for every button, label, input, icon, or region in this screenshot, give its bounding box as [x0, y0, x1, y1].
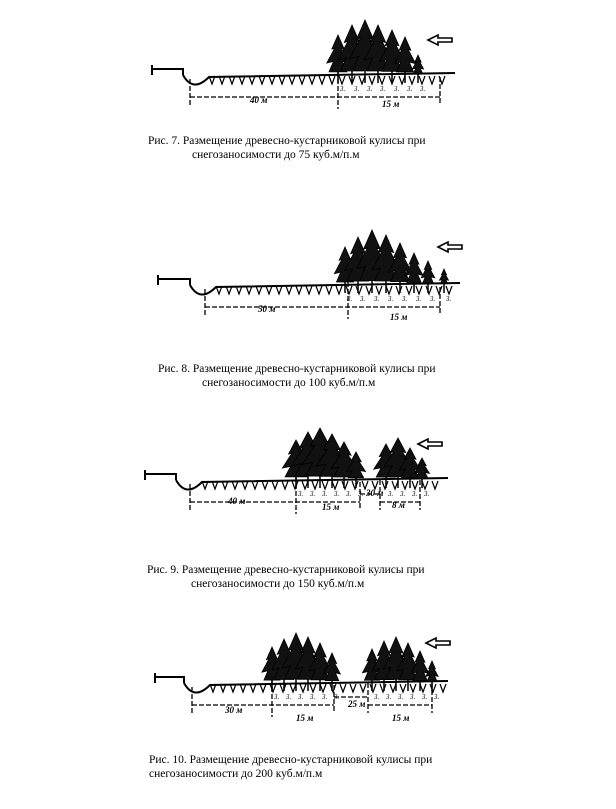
- tree-spacing-mark: 3.: [410, 693, 416, 701]
- figure-7: [0, 0, 616, 200]
- figure-8-scene: [158, 230, 462, 319]
- tree-spacing-mark: 3.: [430, 295, 436, 303]
- tree-spacing-mark: 3.: [340, 85, 346, 93]
- dim-gap-label: 30 м: [366, 488, 384, 498]
- figure-7-drawing: [0, 0, 616, 200]
- road-embankment: [158, 275, 190, 285]
- dim-right-label: 15 м: [392, 713, 410, 723]
- tree-spacing-mark: 3.: [354, 85, 360, 93]
- tree-spacing-mark: 3.: [386, 693, 392, 701]
- tree-spacing-mark: 3.: [380, 85, 386, 93]
- tree-spacing-mark: 3.: [346, 490, 352, 498]
- figure-7-scene: [152, 20, 455, 109]
- caption-line-2: снегозаносимости до 150 куб.м/п.м: [191, 578, 365, 590]
- wind-arrow-icon: [428, 35, 452, 45]
- ground-hatching: [210, 684, 446, 692]
- tree-spacing-mark: 3.: [322, 490, 328, 498]
- wind-arrow-icon: [438, 242, 462, 252]
- dim-left-label: 30 м: [225, 705, 243, 715]
- tree-icon: [421, 261, 434, 293]
- tree-spacing-mark: 3.: [388, 490, 394, 498]
- ground-hatching: [216, 286, 452, 294]
- ground-hatching: [209, 76, 445, 84]
- dim-mid-label: 15 м: [322, 502, 340, 512]
- caption-line-1: Рис. 8. Размещение древесно-кустарниковой кулисы при: [158, 363, 436, 375]
- tree-spacing-mark: 3.: [322, 693, 328, 701]
- tree-spacing-mark: 3.: [416, 295, 422, 303]
- tree-spacing-mark: 3.: [360, 295, 366, 303]
- tree-spacing-mark: 3.: [402, 295, 408, 303]
- figure-10-scene: [155, 633, 450, 717]
- caption-line-1: Рис. 7. Размещение древесно-кустарниковой кулисы при: [148, 135, 426, 147]
- tree-spacing-mark: 3.: [374, 693, 380, 701]
- caption-line-2: снегозаносимости до 100 куб.м/п.м: [202, 377, 376, 389]
- caption-line-2: снегозаносимости до 200 куб.м/п.м: [149, 768, 323, 780]
- tree-icon: [426, 661, 438, 691]
- tree-spacing-mark: 3.: [434, 693, 440, 701]
- figure-10: [0, 615, 616, 809]
- figure-7-caption: [148, 134, 426, 162]
- tree-spacing-mark: 3.: [374, 295, 380, 303]
- tree-spacing-mark: 3.: [398, 693, 404, 701]
- tree-spacing-mark: 3.: [274, 693, 280, 701]
- tree-spacing-mark: 3.: [420, 85, 426, 93]
- dim-right-label: 8 м: [392, 500, 405, 510]
- figure-8-caption: [158, 362, 436, 390]
- dim-left-label: 40 м: [228, 496, 246, 506]
- wind-arrow-icon: [418, 439, 442, 449]
- tree-spacing-mark: 3.: [407, 85, 413, 93]
- dim-left-label: 50 м: [258, 304, 276, 314]
- tree-spacing-mark: 3.: [388, 295, 394, 303]
- tree-spacing-mark: 3.: [412, 490, 418, 498]
- dim-left-label: 40 м: [250, 95, 268, 105]
- tree-spacing-mark: 3.: [400, 490, 406, 498]
- road-embankment: [155, 673, 184, 683]
- caption-line-1: Рис. 10. Размещение древесно-кустарниковой кулисы при: [149, 754, 433, 766]
- tree-spacing-mark: 3.: [367, 85, 373, 93]
- dim-right-label: 15 м: [390, 312, 408, 322]
- tree-spacing-mark: 3.: [298, 693, 304, 701]
- figure-9: [0, 410, 616, 590]
- tree-icon: [405, 253, 423, 293]
- tree-spacing-mark: 3.: [286, 693, 292, 701]
- figure-10-caption: [149, 753, 432, 781]
- tree-spacing-mark: 3.: [358, 490, 364, 498]
- tree-spacing-mark: 3.: [446, 295, 452, 303]
- wind-arrow-icon: [426, 638, 450, 648]
- caption-line-1: Рис. 9. Размещение древесно-кустарниковой кулисы при: [147, 564, 425, 576]
- caption-line-2: снегозаносимости до 75 куб.м/п.м: [192, 149, 360, 161]
- tree-spacing-mark: 3.: [422, 693, 428, 701]
- tree-spacing-mark: 3.: [394, 85, 400, 93]
- tree-spacing-mark: 3.: [310, 693, 316, 701]
- tree-spacing-mark: 3.: [310, 490, 316, 498]
- tree-spacing-mark: 3.: [347, 295, 353, 303]
- tree-spacing-mark: 3.: [334, 490, 340, 498]
- tree-spacing-mark: 3.: [298, 490, 304, 498]
- tree-spacing-mark: 3.: [334, 693, 340, 701]
- road-embankment: [145, 470, 176, 480]
- dim-mid-label: 15 м: [296, 713, 314, 723]
- dim-gap-label: 25 м: [348, 699, 366, 709]
- figure-8: [0, 205, 616, 400]
- tree-spacing-mark: 3.: [424, 490, 430, 498]
- figure-9-caption: [147, 563, 425, 591]
- dim-right-label: 15 м: [382, 99, 400, 109]
- road-embankment: [152, 65, 183, 75]
